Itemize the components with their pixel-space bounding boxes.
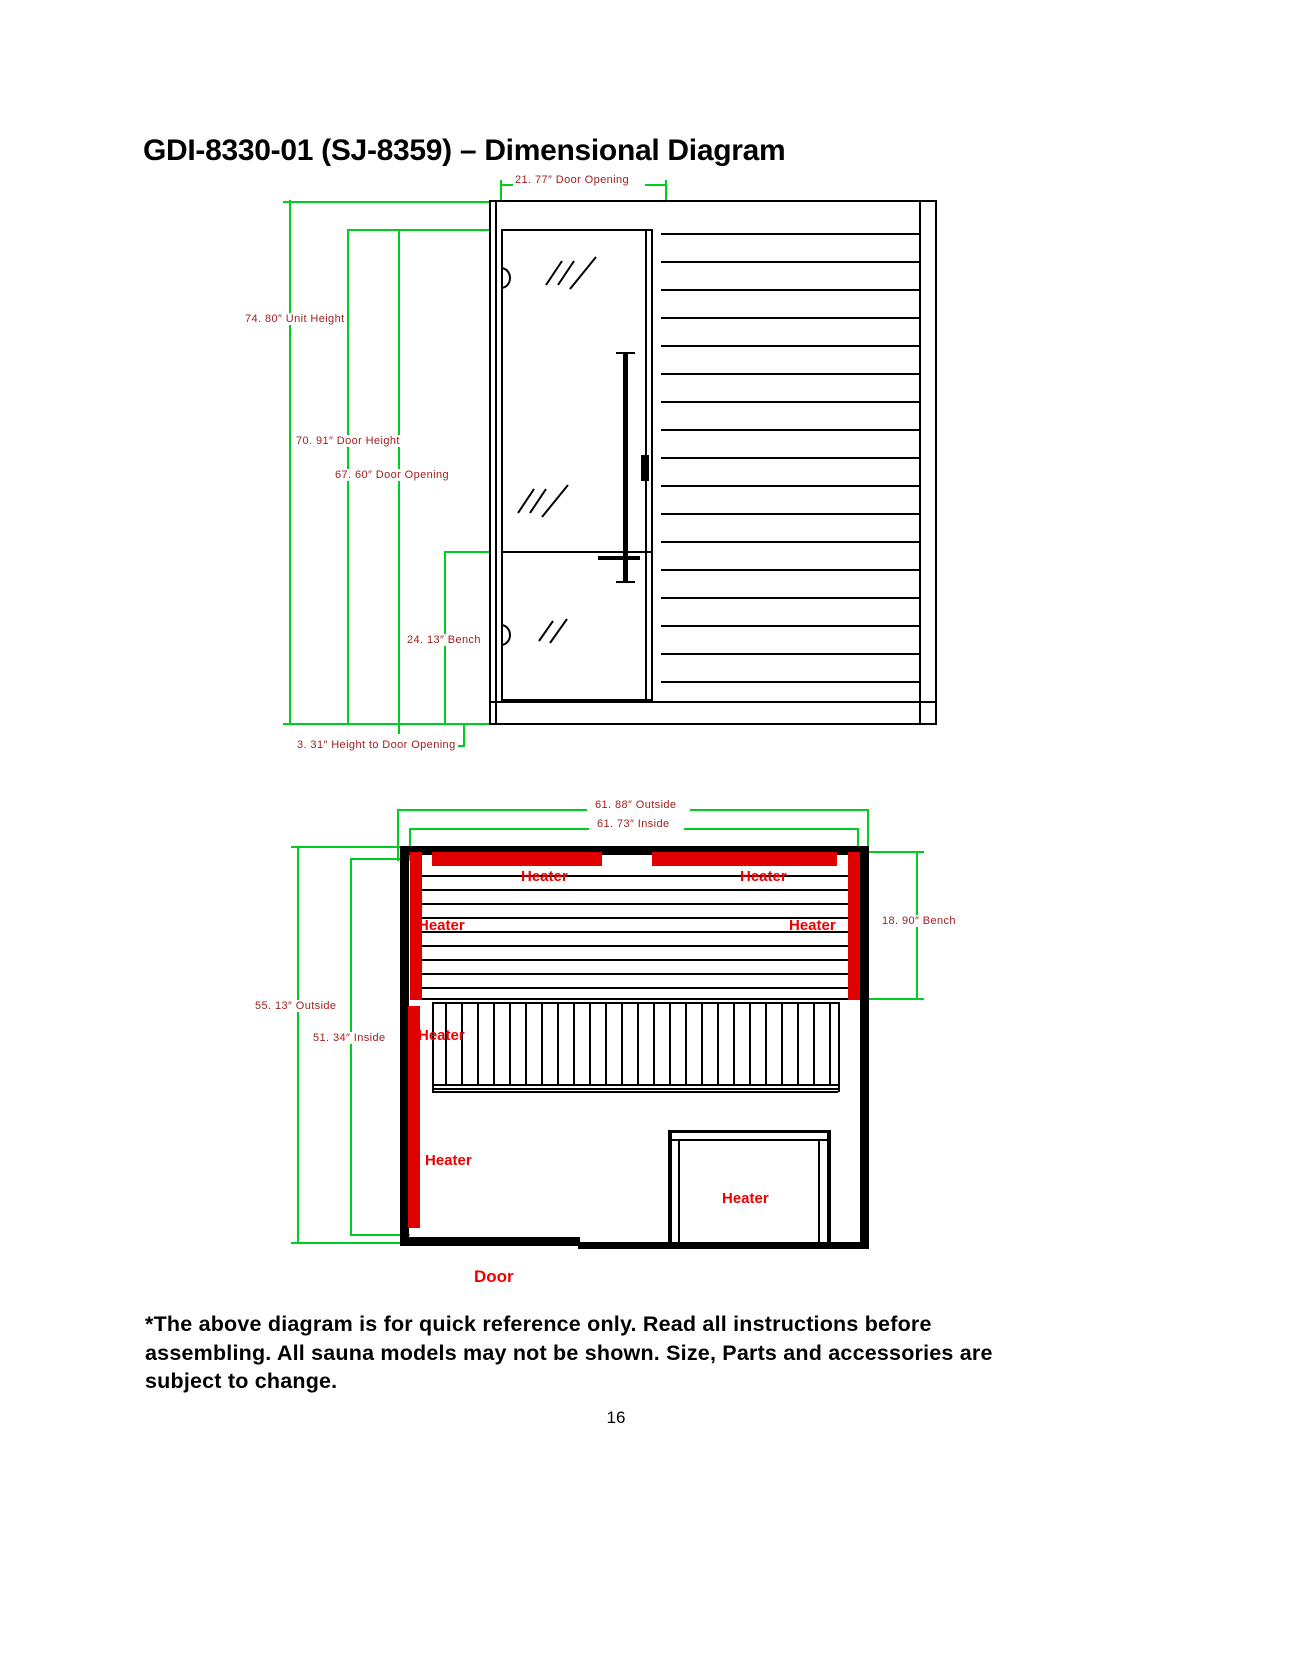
wall-slat — [661, 541, 919, 543]
bench-vertical-slat — [525, 1004, 527, 1084]
lower-bench-bottom-edge — [432, 1091, 838, 1093]
annotation-heater-2: Heater — [740, 868, 787, 885]
annotation-door: Door — [474, 1267, 514, 1286]
dim-line — [645, 184, 667, 186]
bench-slat — [412, 959, 858, 961]
wall-slat — [661, 373, 919, 375]
heater-strip-left-mid — [408, 1006, 420, 1106]
annotation-heater-4: Heater — [789, 917, 836, 934]
door-frame-top — [668, 1130, 831, 1133]
bench-vertical-slat — [701, 1004, 703, 1084]
annotation-heater-3: Heater — [418, 917, 465, 934]
wall-slat — [661, 457, 919, 459]
wall-slat — [661, 597, 919, 599]
dim-line-depth-outside — [297, 846, 299, 1244]
wall-slat — [661, 289, 919, 291]
dim-line-depth-inside — [350, 858, 352, 1234]
cabinet-right-stile — [919, 200, 921, 725]
ext-line — [297, 846, 407, 848]
dim-line — [690, 809, 868, 811]
bench-vertical-slat — [445, 1004, 447, 1084]
door-handle-bracket — [598, 556, 640, 560]
page-title: GDI-8330-01 (SJ-8359) – Dimensional Diagram — [143, 134, 786, 167]
wall-slat — [661, 345, 919, 347]
wall-slat — [661, 429, 919, 431]
door-frame-right — [827, 1130, 831, 1248]
bench-vertical-slat — [461, 1004, 463, 1084]
wall-slat — [661, 317, 919, 319]
lower-bench-right-edge — [838, 1002, 840, 1092]
wall-slat — [661, 681, 919, 683]
bench-vertical-slat — [605, 1004, 607, 1084]
wall-slat — [661, 625, 919, 627]
bench-slat — [412, 889, 858, 891]
door-frame-right-inner — [818, 1139, 820, 1244]
wall-right — [860, 846, 869, 1246]
glass-door — [501, 229, 653, 701]
dim-door-height: 70. 91″ Door Height — [296, 435, 400, 447]
bench-vertical-slat — [749, 1004, 751, 1084]
door-handle — [623, 353, 628, 583]
bench-vertical-slat — [573, 1004, 575, 1084]
bench-vertical-slat — [829, 1004, 831, 1084]
ext-line — [297, 1242, 407, 1244]
dim-depth-outside: 55. 13″ Outside — [255, 1000, 337, 1012]
heater-strip-left-lower — [408, 1098, 420, 1228]
ext-line — [347, 229, 500, 231]
wall-slat — [661, 401, 919, 403]
cabinet-left-stile — [495, 200, 497, 725]
wall-slat — [661, 569, 919, 571]
dim-line — [409, 828, 589, 830]
heater-strip-back-right — [652, 852, 837, 866]
dim-depth-inside: 51. 34″ Inside — [313, 1032, 386, 1044]
dim-unit-height: 74. 80″ Unit Height — [245, 313, 345, 325]
dim-line — [684, 828, 857, 830]
bench-vertical-slat — [557, 1004, 559, 1084]
annotation-heater-1: Heater — [521, 868, 568, 885]
bench-slat — [412, 987, 858, 989]
dim-line-unit-height — [289, 200, 291, 725]
bench-slat — [412, 945, 858, 947]
bench-vertical-slat — [637, 1004, 639, 1084]
bench-vertical-slat — [509, 1004, 511, 1084]
wall-slat — [661, 653, 919, 655]
ext-line — [289, 201, 499, 203]
annotation-heater-5: Heater — [418, 1027, 465, 1044]
bench-vertical-slat — [653, 1004, 655, 1084]
dim-line-height-to-door-opening — [463, 725, 465, 747]
bench-slat — [412, 973, 858, 975]
bench-slat — [412, 903, 858, 905]
wall-slat — [661, 485, 919, 487]
door-cross-rail — [503, 551, 653, 553]
bench-vertical-slat — [781, 1004, 783, 1084]
disclaimer-text: *The above diagram is for quick reference only. Read all instructions before assembling. All sauna models may not be shown. Size, Parts and accessories are subject to change. — [145, 1312, 993, 1394]
lower-bench-left-edge — [432, 1002, 434, 1092]
bench-vertical-slat — [685, 1004, 687, 1084]
bench-vertical-slat — [733, 1004, 735, 1084]
dim-width-outside: 61. 88″ Outside — [595, 799, 677, 811]
wall-front-left — [400, 1237, 580, 1246]
dim-line — [397, 809, 587, 811]
door-frame-top-inner — [668, 1139, 831, 1141]
bench-vertical-slat — [477, 1004, 479, 1084]
elevation-view-diagram — [0, 0, 1292, 800]
wall-slat — [661, 233, 919, 235]
plan-view-diagram — [0, 790, 1292, 1310]
bench-vertical-slat — [669, 1004, 671, 1084]
bench-vertical-slat — [621, 1004, 623, 1084]
door-handle-top-cap — [616, 352, 635, 354]
bench-vertical-slat — [797, 1004, 799, 1084]
dim-bench-depth: 18. 90″ Bench — [882, 915, 956, 927]
door-latch — [641, 455, 649, 481]
lower-bench-mid-edge-2 — [432, 1088, 838, 1090]
door-frame-left-inner — [678, 1139, 680, 1244]
bench-vertical-slat — [493, 1004, 495, 1084]
bench-vertical-slat — [717, 1004, 719, 1084]
ext-line — [397, 809, 399, 861]
bench-vertical-slat — [765, 1004, 767, 1084]
page-number: 16 — [606, 1408, 626, 1427]
door-frame-left — [668, 1130, 672, 1248]
bench-slat — [412, 875, 858, 877]
door-handle-bottom-cap — [616, 581, 635, 583]
dim-width-inside: 61. 73″ Inside — [597, 818, 670, 830]
dim-door-opening-width: 21. 77″ Door Opening — [515, 174, 630, 186]
heater-strip-right-upper — [848, 852, 860, 1000]
wall-slat — [661, 513, 919, 515]
bench-vertical-slat — [541, 1004, 543, 1084]
bench-vertical-slat — [589, 1004, 591, 1084]
wall-front-right — [578, 1242, 869, 1249]
heater-strip-back-left — [432, 852, 602, 866]
dim-line-door-opening-height — [398, 229, 400, 734]
annotation-heater-6: Heater — [425, 1152, 472, 1169]
wall-slat — [661, 701, 919, 703]
dim-bench-height: 24. 13″ Bench — [407, 634, 481, 646]
lower-bench-mid-edge — [432, 1084, 838, 1086]
annotation-heater-7: Heater — [722, 1190, 769, 1207]
dim-door-opening-height: 67. 60″ Door Opening — [335, 469, 450, 481]
dim-height-to-door-opening: 3. 31″ Height to Door Opening — [297, 739, 456, 751]
bench-edge — [412, 998, 858, 1000]
bench-vertical-slat — [813, 1004, 815, 1084]
wall-slat — [661, 261, 919, 263]
